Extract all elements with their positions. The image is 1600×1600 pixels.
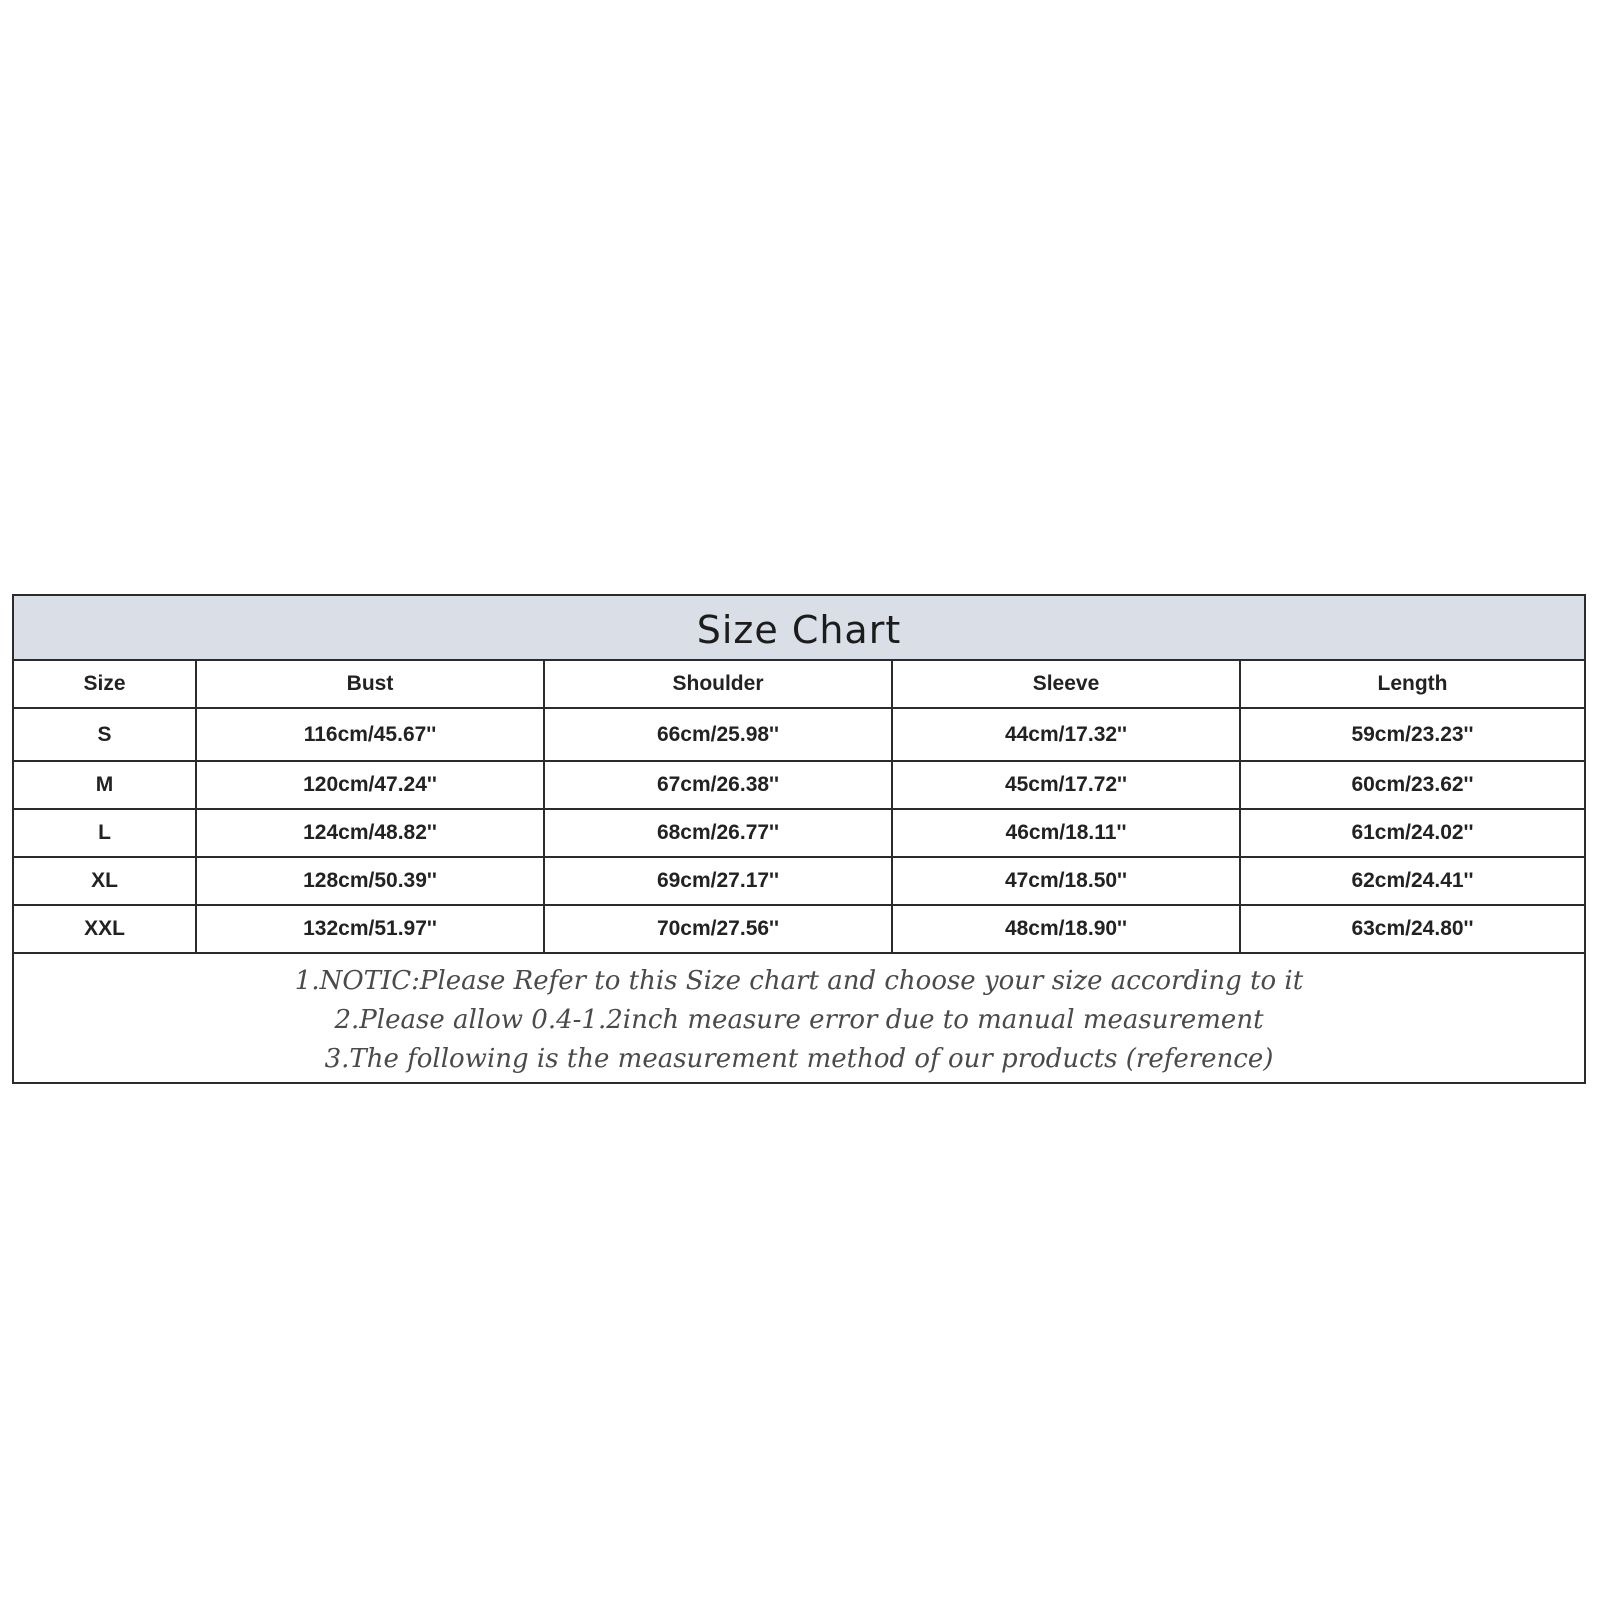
table-row (14, 857, 1584, 905)
note-line: 3.The following is the measurement method of our products (reference) (324, 1044, 1274, 1074)
cell-shoulder: 69cm/27.17'' (544, 857, 892, 905)
cell-bust: 120cm/47.24'' (196, 761, 544, 809)
cell-shoulder: 70cm/27.56'' (544, 905, 892, 953)
cell-length: 60cm/23.62'' (1240, 761, 1584, 809)
notes-section (14, 954, 1584, 1079)
table-row (14, 905, 1584, 953)
header-shoulder: Shoulder (544, 661, 892, 708)
cell-shoulder: 66cm/25.98'' (544, 708, 892, 761)
cell-bust: 132cm/51.97'' (196, 905, 544, 953)
cell-sleeve: 46cm/18.11'' (892, 809, 1240, 857)
cell-bust: 124cm/48.82'' (196, 809, 544, 857)
cell-length: 59cm/23.23'' (1240, 708, 1584, 761)
header-size: Size (14, 661, 196, 708)
size-chart-title-bar (14, 596, 1584, 661)
cell-size: M (14, 761, 196, 809)
cell-sleeve: 44cm/17.32'' (892, 708, 1240, 761)
cell-length: 61cm/24.02'' (1240, 809, 1584, 857)
cell-sleeve: 47cm/18.50'' (892, 857, 1240, 905)
cell-length: 62cm/24.41'' (1240, 857, 1584, 905)
size-chart-title: Size Chart (696, 607, 902, 652)
cell-shoulder: 68cm/26.77'' (544, 809, 892, 857)
table-row (14, 809, 1584, 857)
note-line: 2.Please allow 0.4-1.2inch measure error due to manual measurement (334, 1005, 1264, 1035)
cell-size: S (14, 708, 196, 761)
table-row (14, 761, 1584, 809)
cell-size: XXL (14, 905, 196, 953)
cell-sleeve: 48cm/18.90'' (892, 905, 1240, 953)
note-line: 1.NOTIC:Please Refer to this Size chart and choose your size according to it (294, 966, 1304, 996)
header-bust: Bust (196, 661, 544, 708)
header-length: Length (1240, 661, 1584, 708)
cell-length: 63cm/24.80'' (1240, 905, 1584, 953)
table-header-row (14, 661, 1584, 708)
table-row (14, 708, 1584, 761)
size-chart (12, 594, 1586, 1084)
cell-size: XL (14, 857, 196, 905)
cell-bust: 116cm/45.67'' (196, 708, 544, 761)
cell-bust: 128cm/50.39'' (196, 857, 544, 905)
cell-size: L (14, 809, 196, 857)
size-table (14, 661, 1584, 954)
cell-sleeve: 45cm/17.72'' (892, 761, 1240, 809)
cell-shoulder: 67cm/26.38'' (544, 761, 892, 809)
header-sleeve: Sleeve (892, 661, 1240, 708)
